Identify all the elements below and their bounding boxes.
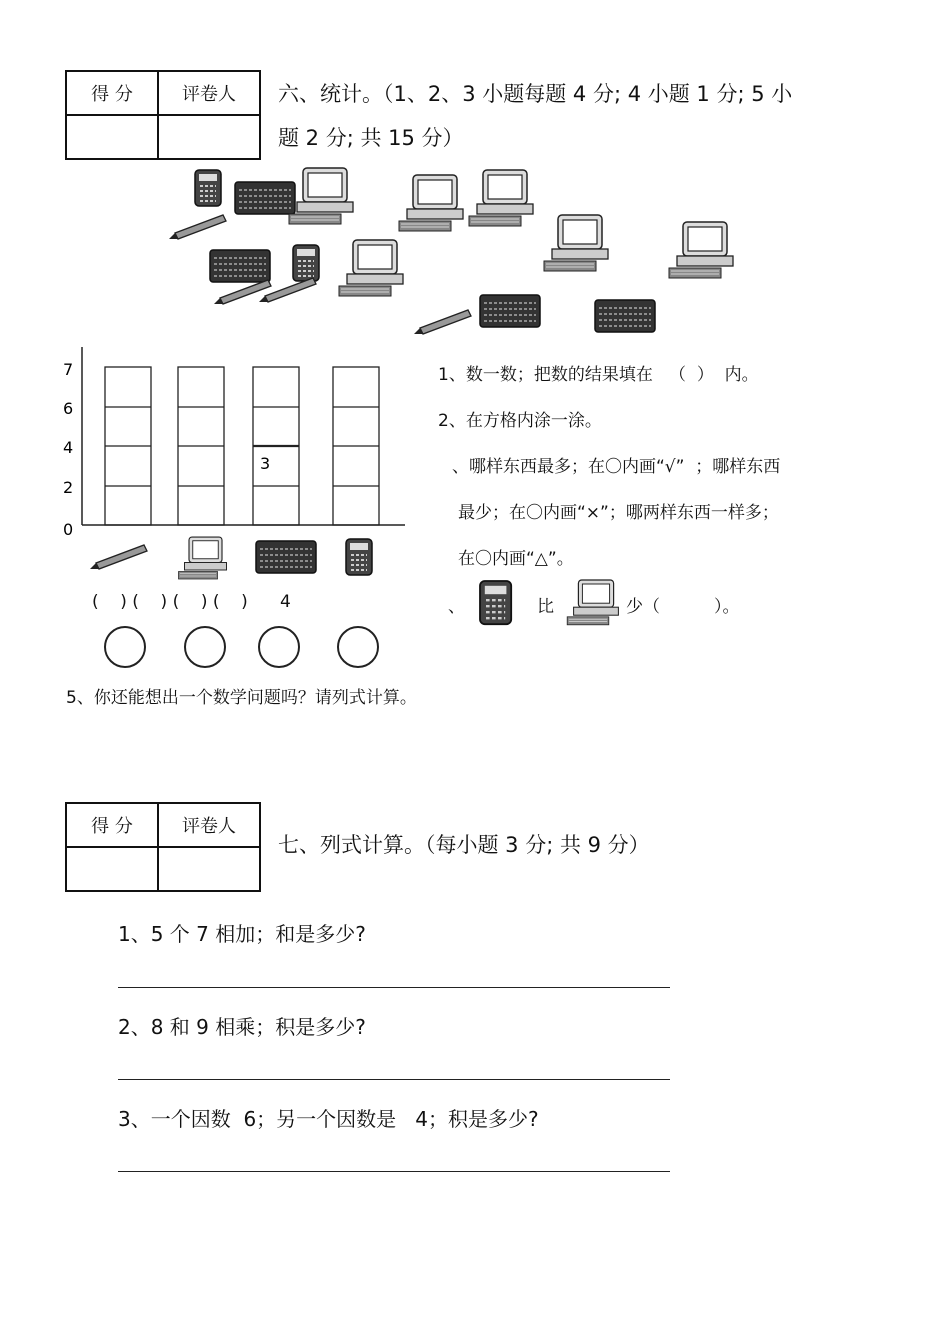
grader-label: 评卷人 — [158, 803, 260, 847]
answer-line-1[interactable] — [118, 987, 670, 988]
section6-title-line2: 题 2 分; 共 15 分） — [278, 126, 464, 150]
score-cell[interactable] — [66, 847, 158, 891]
axis-tick: 4 — [63, 438, 74, 457]
answer-circle-3[interactable] — [258, 626, 300, 668]
score-label: 得 分 — [66, 803, 158, 847]
score-label: 得 分 — [66, 71, 158, 115]
calc-question-3: 3、一个因数 6；另一个因数是 4；积是多少? — [118, 1107, 539, 1131]
question-4-prefix: 、 — [448, 597, 465, 617]
answer-line-2[interactable] — [118, 1079, 670, 1080]
computer-icon — [399, 175, 463, 231]
question-3-line1: 、哪样东西最多；在〇内画“√” ；哪样东西 — [452, 457, 781, 477]
answer-circle-2[interactable] — [184, 626, 226, 668]
grader-cell[interactable] — [158, 115, 260, 159]
computer-icon — [544, 215, 608, 271]
count-given: 4 — [280, 592, 291, 612]
grid-cell-label: 3 — [260, 454, 271, 473]
pencil-icon — [169, 215, 226, 239]
grader-label: 评卷人 — [158, 71, 260, 115]
tally-grid — [55, 345, 415, 545]
section7-title: 七、列式计算。（每小题 3 分; 共 9 分） — [278, 833, 650, 857]
computer-icon — [289, 168, 353, 224]
grid-icons-row — [88, 535, 388, 583]
computer-icon — [669, 222, 733, 278]
calc-question-2: 2、8 和 9 相乘；积是多少? — [118, 1015, 366, 1039]
calculator-icon — [346, 539, 372, 575]
pencil-icon — [414, 310, 471, 334]
question-4-suffix: 少（ ）。 — [626, 597, 740, 617]
calc-question-1: 1、5 个 7 相加；和是多少? — [118, 922, 366, 946]
abacus-icon — [256, 541, 316, 573]
count-blanks[interactable]: ( ) ( ) ( ) ( ) — [92, 592, 248, 612]
axis-tick: 7 — [63, 360, 74, 379]
objects-illustration — [150, 160, 750, 345]
question-2: 2、在方格内涂一涂。 — [438, 411, 602, 431]
question-4-compare: 比 — [537, 597, 554, 617]
question-3-line3: 在〇内画“△”。 — [458, 549, 574, 569]
computer-icon — [469, 170, 533, 226]
axis-tick: 0 — [63, 520, 74, 539]
answer-line-3[interactable] — [118, 1171, 670, 1172]
computer-icon — [562, 578, 624, 628]
abacus-icon — [210, 250, 270, 282]
question-3-line2: 最少；在〇内画“×”；哪两样东西一样多； — [458, 503, 779, 523]
abacus-icon — [595, 300, 655, 332]
question-1: 1、数一数；把数的结果填在 （ ） 内。 — [438, 365, 759, 385]
abacus-icon — [480, 295, 540, 327]
calculator-icon — [293, 245, 319, 281]
computer-icon — [179, 537, 227, 579]
section6-title-line1: 六、统计。（1、2、3 小题每题 4 分; 4 小题 1 分; 5 小 — [278, 82, 793, 106]
question-5: 5、你还能想出一个数学问题吗？请列式计算。 — [66, 688, 417, 708]
score-box-6 — [65, 70, 261, 160]
axis-tick: 2 — [63, 478, 74, 497]
score-cell[interactable] — [66, 115, 158, 159]
score-box-7 — [65, 802, 261, 892]
calculator-icon — [472, 578, 522, 628]
answer-circle-1[interactable] — [104, 626, 146, 668]
calculator-icon — [195, 170, 221, 206]
computer-icon — [339, 240, 403, 296]
pencil-icon — [90, 545, 147, 569]
abacus-icon — [235, 182, 295, 214]
axis-tick: 6 — [63, 399, 74, 418]
grader-cell[interactable] — [158, 847, 260, 891]
answer-circle-4[interactable] — [337, 626, 379, 668]
